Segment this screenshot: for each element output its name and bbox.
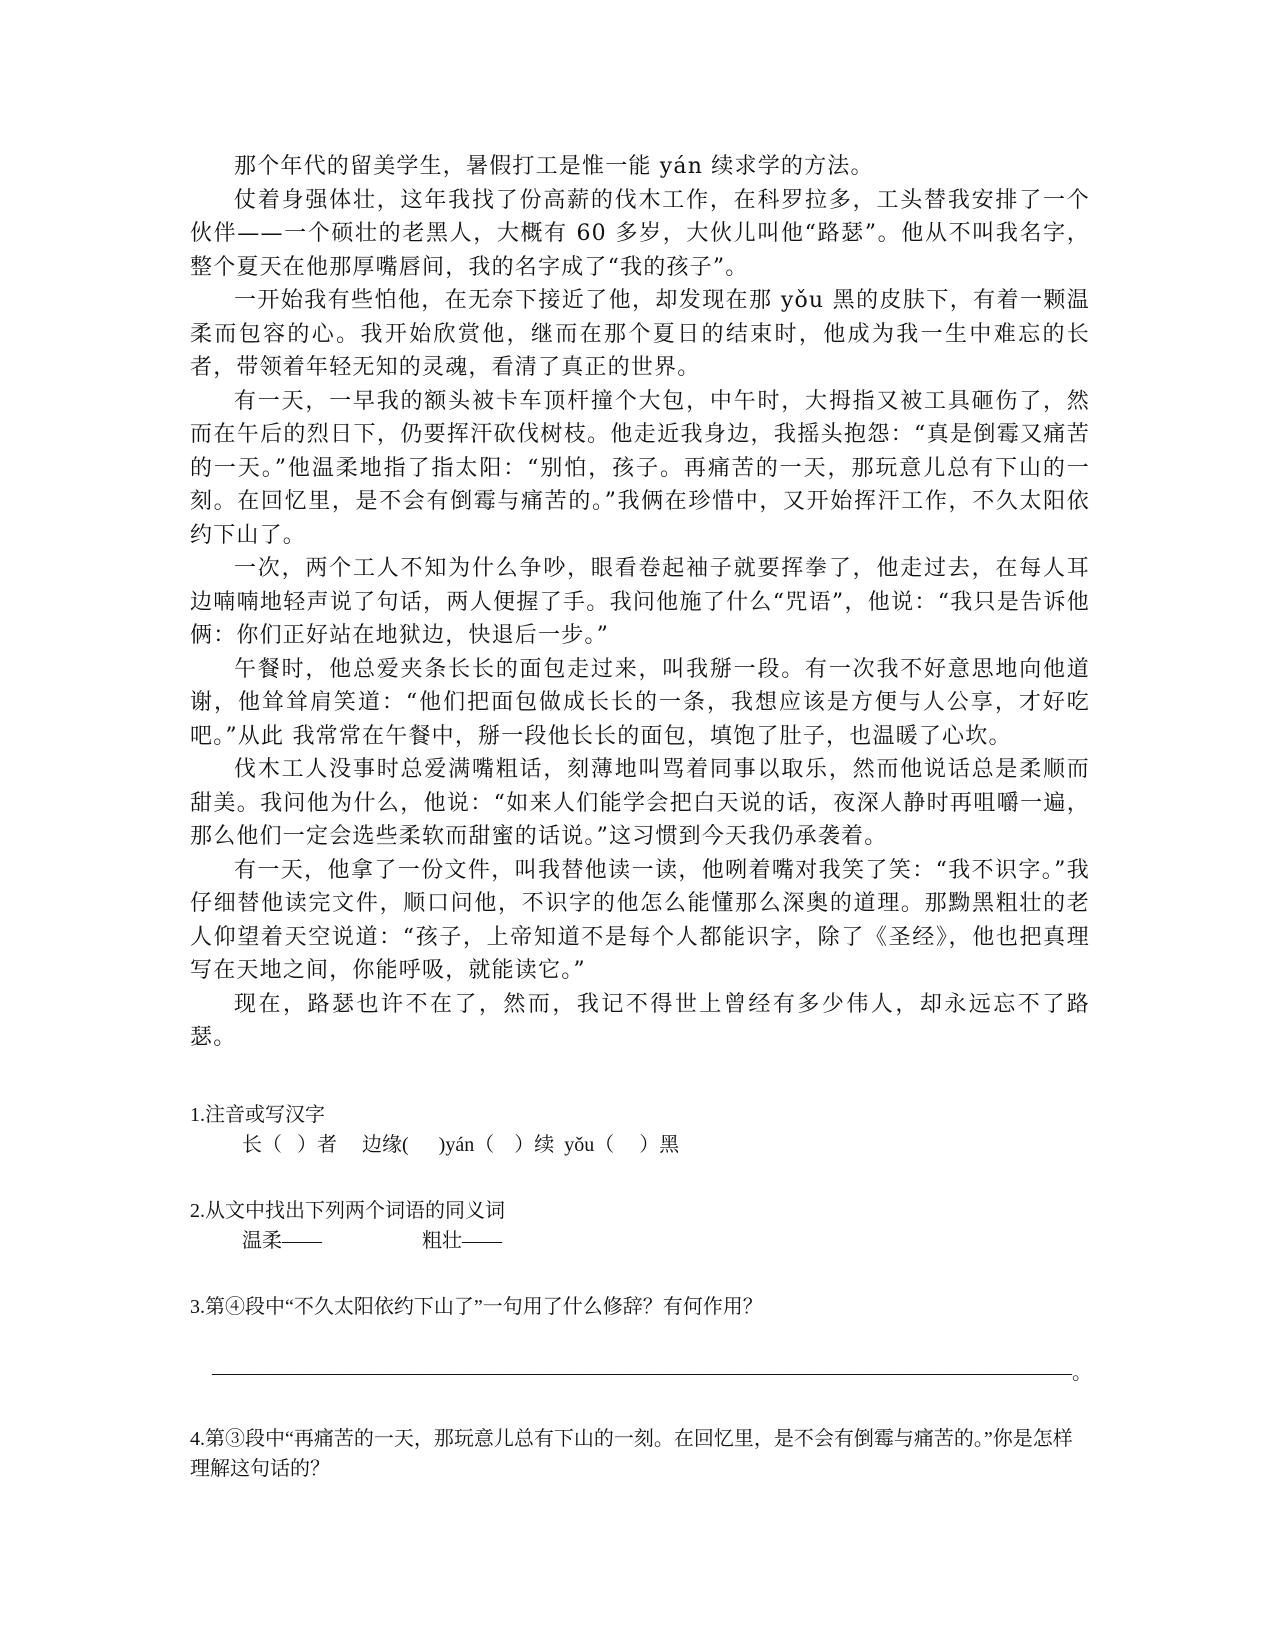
passage-paragraph-7: 伐木工人没事时总爱满嘴粗话，刻薄地叫骂着同事以取乐，然而他说话总是柔顺而甜美。我问他为什么，他说：“如来人们能学会把白天说的话，夜深人静时再咀嚼一遍，那么他们一定会选些柔软而甜蜜的话说。”这习惯到今天我仍承袭着。 — [190, 757, 1090, 849]
question-2-items: 温柔—— 粗壮—— — [242, 1230, 502, 1252]
passage-paragraph-9: 现在，路瑟也许不在了，然而，我记不得世上曾经有多少伟人，却永远忘不了路瑟。 — [190, 991, 1090, 1050]
passage-paragraph-5: 一次，两个工人不知为什么争吵，眼看卷起袖子就要挥拳了，他走过去，在每人耳边喃喃地轻声说了句话，两人便握了手。我问他施了什么“咒语”，他说：“我只是告诉他俩：你们正好站在地狱边，快退后一步。” — [190, 556, 1090, 648]
question-1-title: 1.注音或写汉字 — [190, 1104, 325, 1126]
question-2-title: 2.从文中找出下列两个词语的同义词 — [190, 1200, 505, 1222]
reading-passage — [190, 150, 1090, 1055]
passage-paragraph-2: 仗着身强体壮，这年我找了份高薪的伐木工作，在科罗拉多，工头替我安排了一个伙伴——一个硕壮的老黑人，大概有 60 多岁，大伙儿叫他“路瑟”。他从不叫我名字，整个夏天在他那厚嘴唇间，我的名字成了“我的孩子”。 — [190, 187, 1090, 280]
question-3-answer-line[interactable]: ———————————————————————————————————————————。 — [212, 1362, 1092, 1384]
passage-paragraph-6: 午餐时，他总爱夹条长长的面包走过来，叫我掰一段。有一次我不好意思地向他道谢，他耸耸肩笑道：“他们把面包做成长长的一条，我想应该是方便与人公享，才好吃吧。”从此 我常常在午餐中，掰一段他长长的面包，填饱了肚子，也温暖了心坎。 — [190, 656, 1090, 749]
passage-paragraph-4: 有一天，一早我的额头被卡车顶杆撞个大包，中午时，大拇指又被工具砸伤了，然而在午后的烈日下，仍要挥汗砍伐树枝。他走近我身边，我摇头抱怨：“真是倒霉又痛苦的一天。”他温柔地指了指太阳：“别怕，孩子。再痛苦的一天，那玩意儿总有下山的一刻。在回忆里，是不会有倒霉与痛苦的。”我俩在珍惜中，又开始挥汗工作，不久太阳依约下山了。 — [190, 388, 1090, 548]
passage-paragraph-3: 一开始我有些怕他，在无奈下接近了他，却发现在那 yǒu 黑的皮肤下，有着一颗温柔而包容的心。我开始欣赏他，继而在那个夏日的结束时，他成为我一生中难忘的长者，带领着年轻无知的灵魂，看清了真正的世界。 — [190, 288, 1090, 380]
question-3-title: 3.第④段中“不久太阳依约下山了”一句用了什么修辞？有何作用？ — [190, 1296, 763, 1318]
question-4-title: 4.第③段中“再痛苦的一天，那玩意儿总有下山的一刻。在回忆里，是不会有倒霉与痛苦的。”你是怎样理解这句话的？ — [190, 1428, 1073, 1480]
passage-paragraph-1: 那个年代的留美学生，暑假打工是惟一能 yán 续求学的方法。 — [234, 154, 874, 179]
questions-section — [190, 1100, 1090, 1484]
question-1-items: 长（ ）者 边缘( )yán（ ）续 yǒu（ ）黑 — [242, 1134, 680, 1156]
passage-paragraph-8: 有一天，他拿了一份文件，叫我替他读一读，他咧着嘴对我笑了笑：“我不识字。”我仔细替他读完文件，顺口问他，不识字的他怎么能懂那么深奥的道理。那黝黑粗壮的老人仰望着天空说道：“孩子，上帝知道不是每个人都能识字，除了《圣经》，他也把真理写在天地之间，你能呼吸，就能读它。” — [190, 857, 1090, 983]
